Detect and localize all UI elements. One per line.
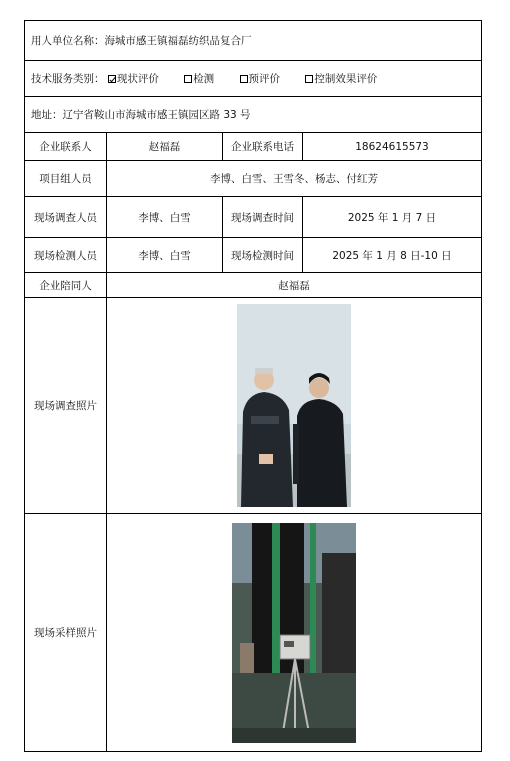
team-value: 李博、白雪、王雪冬、杨志、付红芳 (107, 161, 482, 197)
survey-staff-value: 李博、白雪 (107, 197, 223, 238)
service-type-label: 技术服务类别： (31, 73, 105, 85)
survey-time-label: 现场调查时间 (223, 197, 303, 238)
employer-value: 海城市感王镇福磊纺织品复合厂 (104, 35, 252, 47)
survey-photo-cell (107, 298, 482, 514)
survey-photo-label: 现场调查照片 (25, 298, 107, 514)
contact-label: 企业联系人 (25, 133, 107, 161)
phone-value: 18624615573 (303, 133, 482, 161)
sampling-photo (232, 523, 356, 743)
address-label: 地址： (31, 109, 63, 121)
employer-label: 用人单位名称： (31, 35, 105, 47)
employer-row (25, 21, 482, 61)
detection-time-value: 2025 年 1 月 8 日-10 日 (303, 238, 482, 273)
survey-photo (237, 304, 351, 507)
phone-label: 企业联系电话 (223, 133, 303, 161)
checkbox-pre-evaluation (240, 75, 248, 83)
detection-time-label: 现场检测时间 (223, 238, 303, 273)
detection-staff-value: 李博、白雪 (107, 238, 223, 273)
address-row (25, 97, 482, 133)
survey-staff-label: 现场调查人员 (25, 197, 107, 238)
option-pre-evaluation: 预评价 (240, 73, 281, 85)
option-detection: 检测 (184, 73, 214, 85)
address-value: 辽宁省鞍山市海城市感王镇园区路 33 号 (62, 109, 251, 121)
survey-record-table (24, 20, 482, 752)
sampling-photo-label: 现场采样照片 (25, 514, 107, 752)
option-control-effect-evaluation: 控制效果评价 (305, 73, 377, 85)
team-label: 项目组人员 (25, 161, 107, 197)
escort-value: 赵福磊 (107, 273, 482, 298)
service-type-row (25, 61, 482, 97)
option-status-evaluation: 现状评价 (108, 73, 159, 85)
escort-label: 企业陪同人 (25, 273, 107, 298)
detection-staff-label: 现场检测人员 (25, 238, 107, 273)
checkbox-detection (184, 75, 192, 83)
survey-time-value: 2025 年 1 月 7 日 (303, 197, 482, 238)
checkbox-status-evaluation (108, 75, 116, 83)
sampling-photo-cell (107, 514, 482, 752)
contact-value: 赵福磊 (107, 133, 223, 161)
checkbox-control-effect-evaluation (305, 75, 313, 83)
